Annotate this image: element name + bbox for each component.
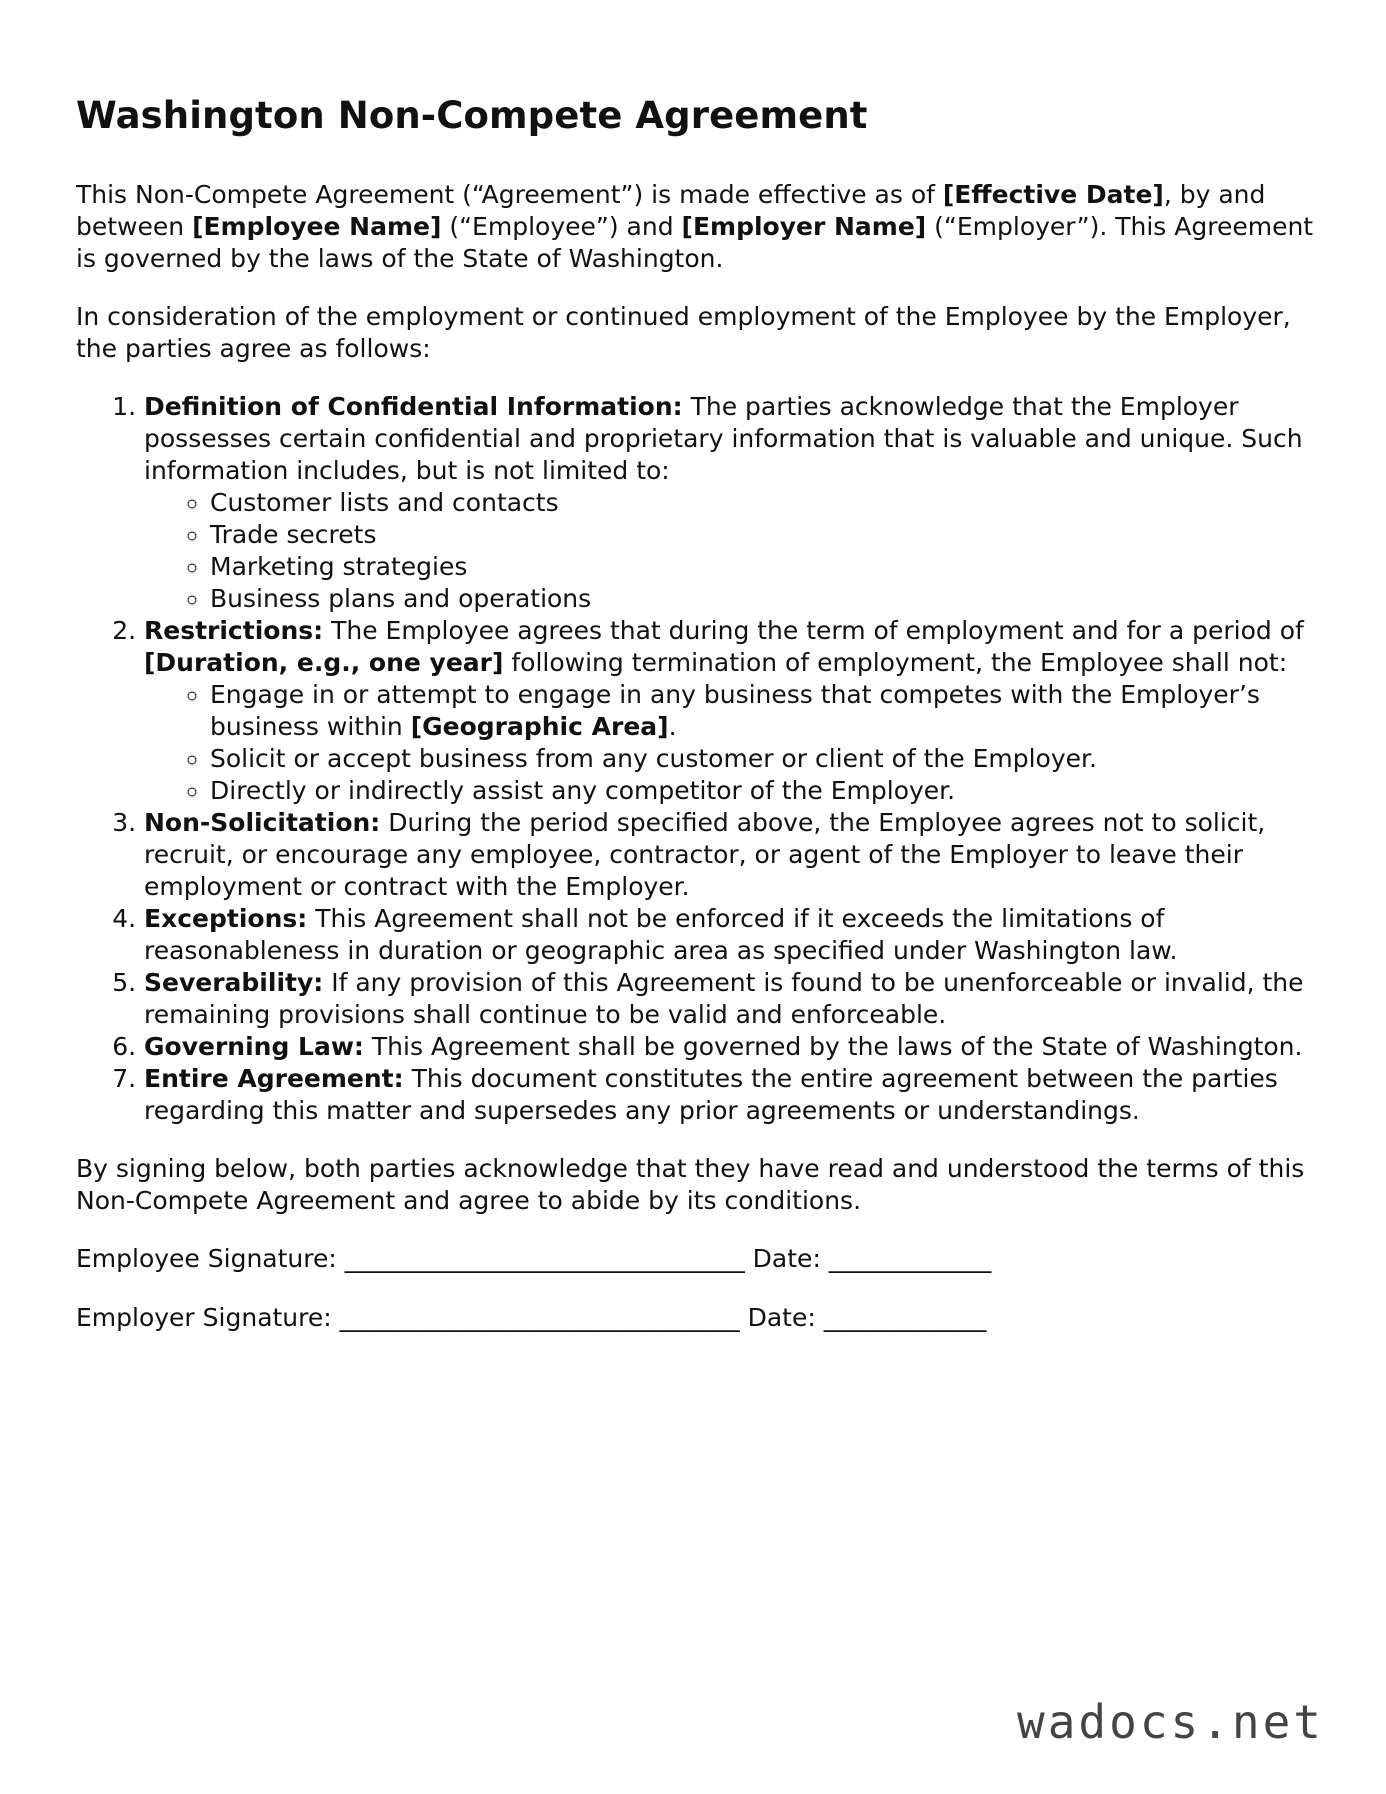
list-item: ◦ Trade secrets [210,519,1314,551]
section-text: The parties acknowledge that the Employer possesses certain confidential and proprietary information that is valuable and unique. Such information includes, but is not limited to: [144,392,1303,485]
watermark: wadocs.net [1017,1695,1324,1749]
intro-text-3: (“Employee”) and [441,212,682,241]
consideration-paragraph: In consideration of the employment or continued employment of the Employee by the Employer, the parties agree as follows: [76,302,1291,363]
section-heading: Definition of Confidential Information: [144,392,683,421]
employer-name-placeholder: [Employer Name] [681,212,927,241]
intro-paragraph [76,179,1314,275]
list-item: ◦ Customer lists and contacts [210,487,1314,519]
section-heading: Restrictions: [144,616,324,645]
restrictions-list [144,679,1314,807]
list-item: ◦ Solicit or accept business from any customer or client of the Employer. [210,743,1314,775]
section-governing-law [144,1031,1314,1063]
list-item: ◦ Marketing strategies [210,551,1314,583]
section-heading: Severability: [144,968,324,997]
intro-text-4: (“Employer”). This Agreement is governed by the laws of the State of Washington. [76,212,1314,273]
section-text: following termination of employment, the Employee shall not: [503,648,1288,677]
section-heading: Governing Law: [144,1032,364,1061]
section-entire-agreement [144,1063,1314,1127]
list-item [210,679,1314,743]
employee-signature-line: Employee Signature: ________________________________ Date: _____________ [76,1244,992,1273]
list-item: ◦ Directly or indirectly assist any competitor of the Employer. [210,775,1314,807]
section-non-solicitation [144,807,1314,903]
document-title: Washington Non-Compete Agreement [76,94,868,137]
terms-list [76,391,1314,1127]
geographic-area-placeholder: [Geographic Area] [410,712,669,741]
section-text: This Agreement shall be governed by the laws of the State of Washington. [363,1032,1303,1061]
section-text: During the period specified above, the Employee agrees not to solicit, recruit, or encourage any employee, contractor, or agent of the Employer to leave their employment or contract with the Employer. [144,808,1266,901]
intro-text-2: , by and between [76,180,1266,241]
section-restrictions [144,615,1314,807]
list-item: ◦ Business plans and operations [210,583,1314,615]
employee-name-placeholder: [Employee Name] [192,212,442,241]
section-text: This document constitutes the entire agreement between the parties regarding this matter and supersedes any prior agreements or understandings. [144,1064,1278,1125]
section-heading: Entire Agreement: [144,1064,404,1093]
intro-text-1: This Non-Compete Agreement (“Agreement”) is made effective as of [76,180,943,209]
section-text: The Employee agrees that during the term of employment and for a period of [323,616,1304,645]
effective-date-placeholder: [Effective Date] [942,180,1164,209]
duration-placeholder: [Duration, e.g., one year] [144,648,504,677]
employer-signature-line: Employer Signature: ________________________________ Date: _____________ [76,1303,987,1332]
closing-paragraph: By signing below, both parties acknowledge that they have read and understood the terms of this Non-Compete Agreement and agree to abide by its conditions. [76,1154,1305,1215]
section-severability [144,967,1314,1031]
section-heading: Exceptions: [144,904,308,933]
section-exceptions [144,903,1314,967]
list-item-text: . [668,712,677,741]
section-confidential-information [144,391,1314,615]
section-heading: Non-Solicitation: [144,808,381,837]
section-text: If any provision of this Agreement is found to be unenforceable or invalid, the remaining provisions shall continue to be valid and enforceable. [144,968,1304,1029]
confidential-info-list [144,487,1314,615]
list-item-text: Engage in or attempt to engage in any business that competes with the Employer’s business within [210,680,1260,741]
section-text: This Agreement shall not be enforced if it exceeds the limitations of reasonableness in duration or geographic area as specified under Washington law. [144,904,1178,965]
